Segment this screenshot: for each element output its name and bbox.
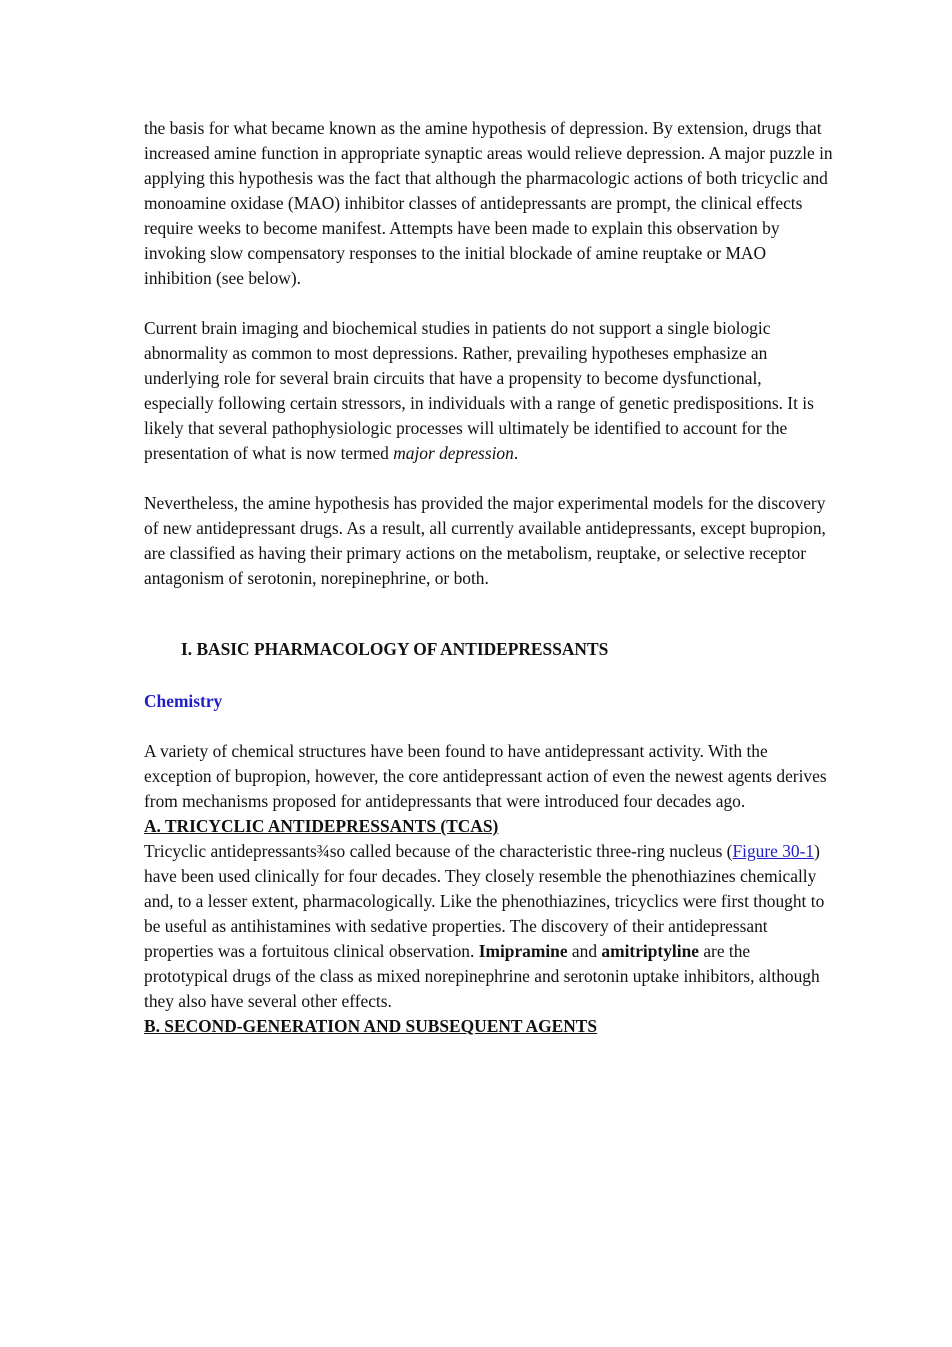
paragraph-experimental-models: Nevertheless, the amine hypothesis has provided the major experimental models for the discovery of new antidepressant drugs. As a result, all currently available antidepressants, except bupropion, are classified as having their primary actions on the metabolism, reuptake, or selective receptor antagonism of serotonin, norepinephrine, or both. bbox=[144, 493, 826, 588]
paragraph-brain-imaging bbox=[144, 316, 834, 466]
paragraph-chemistry: A variety of chemical structures have been found to have antidepressant activity. With the exception of bupropion, however, the core antidepressant action of even the newest agents derives from mechanisms proposed for antidepressants that were introduced four decades ago. bbox=[144, 741, 827, 811]
paragraph-tricyclic bbox=[144, 839, 834, 1014]
text-segment: and bbox=[567, 941, 602, 961]
heading-second-generation: B. SECOND-GENERATION AND SUBSEQUENT AGENTS bbox=[144, 1016, 598, 1036]
chemistry-heading: Chemistry bbox=[144, 691, 223, 711]
text-segment: are the prototypical drugs of the class as mixed norepinephrine and serotonin uptake inhibitors, although they also have several other effects. bbox=[144, 941, 820, 1011]
paragraph-amine-hypothesis: the basis for what became known as the amine hypothesis of depression. By extension, drugs that increased amine function in appropriate synaptic areas would relieve depression. A major puzzle in applying this hypothesis was the fact that although the pharmacologic actions of both tricyclic and monoamine oxidase (MAO) inhibitor classes of antidepressants are prompt, the clinical effects require weeks to become manifest. Attempts have been made to explain this observation by invoking slow compensatory responses to the initial blockade of amine reuptake or MAO inhibition (see below). bbox=[144, 118, 833, 288]
paragraph-text: Current brain imaging and biochemical studies in patients do not support a single biologic abnormality as common to most depressions. Rather, prevailing hypotheses emphasize an underlying role for several brain circuits that have a propensity to become dysfunctional, especially following certain stressors, in individuals with a range of genetic predispositions. It is likely that several pathophysiologic processes will ultimately be identified to account for the presentation of what is now termed bbox=[144, 318, 814, 463]
section-heading: I. BASIC PHARMACOLOGY OF ANTIDEPRESSANTS bbox=[181, 639, 609, 659]
heading-tricyclic: A. TRICYCLIC ANTIDEPRESSANTS (TCAS) bbox=[144, 816, 499, 836]
text-segment: ) have been used clinically for four decades. They closely resemble the phenothiazines chemically and, to a lesser extent, pharmacologically. Like the phenothiazines, tricyclics were first thought to be useful as antihistamines with sedative properties. The discovery of their antidepressant properties was a fortuitous clinical observation. bbox=[144, 841, 825, 961]
figure-link[interactable]: Figure 30-1 bbox=[732, 841, 815, 861]
italic-term: major depression bbox=[393, 443, 514, 463]
document-page bbox=[144, 116, 834, 1039]
bold-drug-name: amitriptyline bbox=[601, 941, 699, 961]
paragraph-end: . bbox=[513, 443, 519, 463]
bold-drug-name: Imipramine bbox=[478, 941, 568, 961]
text-segment: Tricyclic antidepressants¾so called because of the characteristic three-ring nucleus ( bbox=[144, 841, 733, 861]
